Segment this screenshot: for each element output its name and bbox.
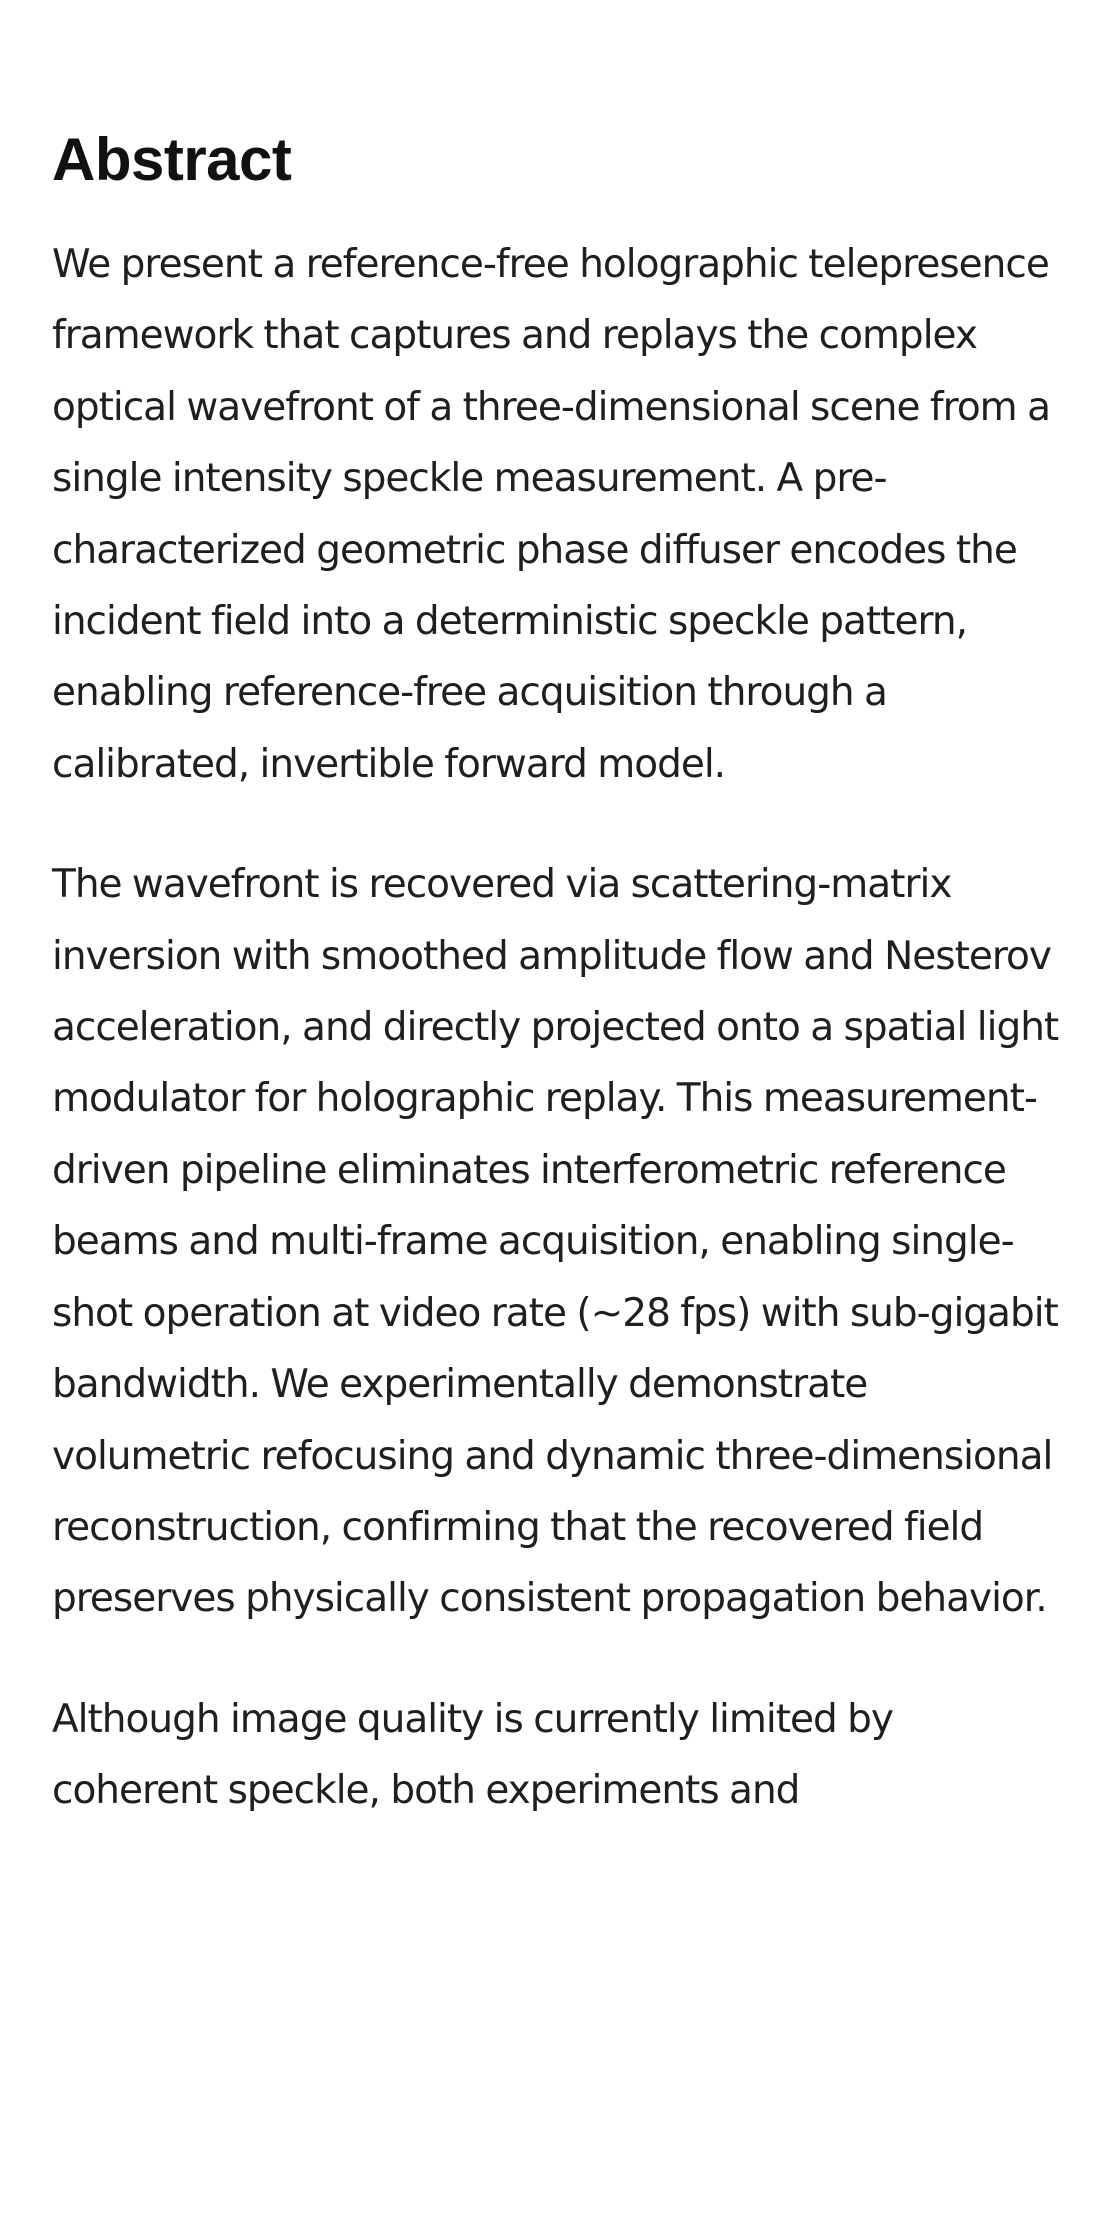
abstract-heading: Abstract bbox=[52, 126, 292, 193]
abstract-paragraph-2: The wavefront is recovered via scattering-matrix inversion with smoothed amplitude flow and Nesterov acceleration, and directly projected onto a spatial light modulator for holographic replay. This measurement-driven pipeline eliminates interferometric reference beams and multi-frame acquisition, enabling single-shot operation at video rate (~28 fps) with sub-gigabit bandwidth. We experimentally demonstrate volumetric refocusing and dynamic three-dimensional reconstruction, confirming that the recovered field preserves physically consistent propagation behavior. bbox=[52, 862, 1059, 1622]
abstract-paragraph-3: Although image quality is currently limited by coherent speckle, both experiments and bbox=[52, 1696, 893, 1814]
abstract-paragraph-1: We present a reference-free holographic telepresence framework that captures and replays the complex optical wavefront of a three-dimensional scene from a single intensity speckle measurement. A pre-characterized geometric phase diffuser encodes the incident field into a deterministic speckle pattern, enabling reference-free acquisition through a calibrated, invertible forward model. bbox=[52, 242, 1050, 787]
